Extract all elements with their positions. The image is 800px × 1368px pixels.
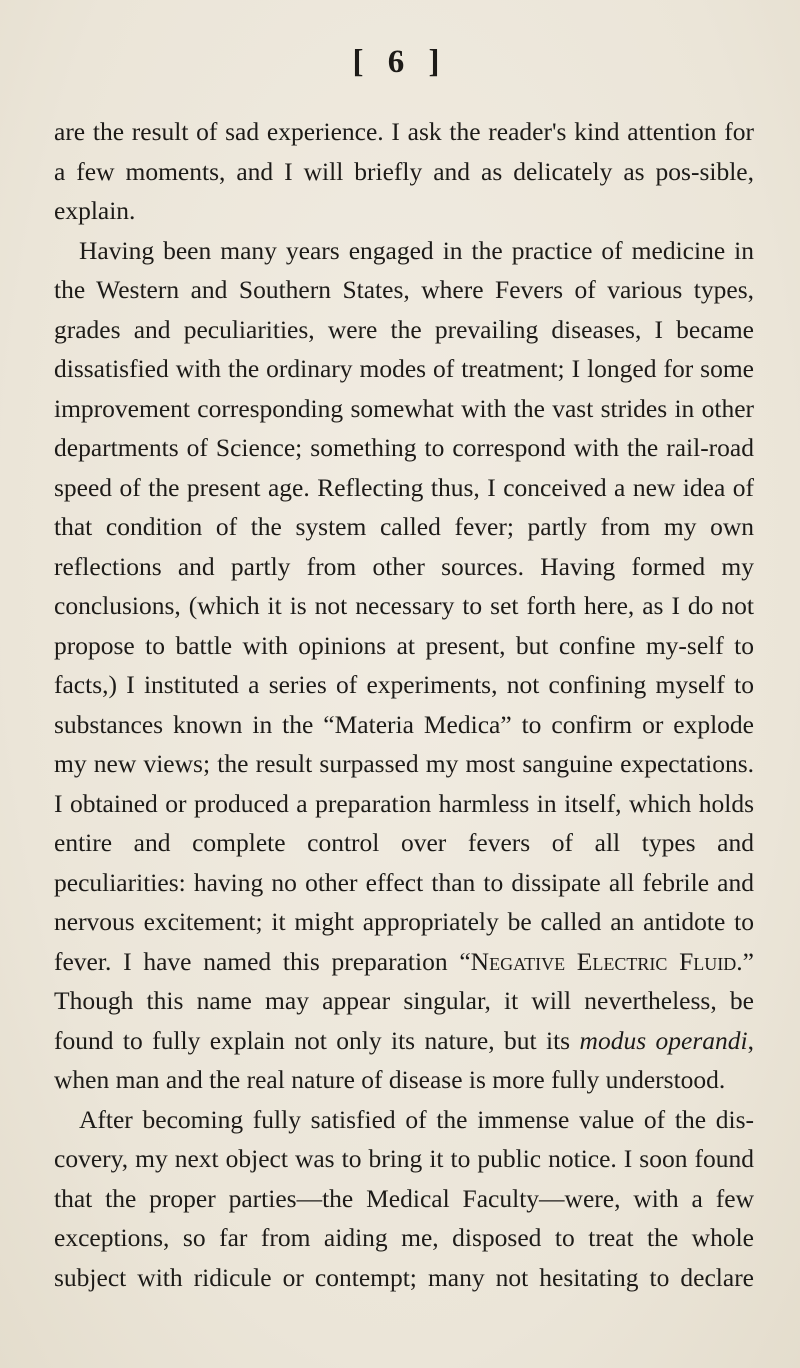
paragraph-2-text-a: Having been many years engaged in the practice of medicine in the Western and Southern States, where Fevers of various types, grades and peculiarities, were the prevailing diseases, I became dissatisfied with the ordinary modes of treatment; I longed for some improvement corresponding somewhat with the vast strides in other departments of Science; something to correspond with the rail-road speed of the present age. Reflecting thus, I conceived a new idea of that condition of the system called fever; partly from my own reflections and partly from other sources. Having formed my conclusions, (which it is not necessary to set forth here, as I do not propose to battle with opinions at present, but confine my-self to facts,) I instituted a series of experiments, not confining myself to substances known in the “Materia Medica” to confirm or explode my new views; the result surpassed my most sanguine expectations. I obtained or produced a preparation harmless in itself, which holds entire and complete control over fevers of all types and peculiarities: having no other effect than to dissipate all febrile and nervous excitement; it might appropriately be called an antidote to fever. I have named this preparation “ xyxy=(54,235,754,976)
preparation-name: Negative Electric Fluid xyxy=(470,946,737,976)
paragraph-2-text-c: , when man and the real nature of disease is more fully understood. xyxy=(54,1025,754,1094)
paragraph-3-text: After becoming fully satisfied of the immense value of the dis-covery, my next object was to bring it to public notice. I soon found that the proper parties—the Medical Faculty—were, with a few exceptions, so far from aiding me, disposed to treat the whole subject with ridicule or contempt; many not hesitating to declare xyxy=(54,1104,754,1292)
paragraph-1 xyxy=(54,112,754,231)
latin-phrase: modus operandi xyxy=(579,1025,748,1055)
paragraph-1-text: are the result of sad experience. I ask the reader's kind attention for a few moments, and I will briefly and as delicately as pos-sible, explain. xyxy=(54,117,754,225)
body-text xyxy=(54,112,754,1297)
page-number: [ 6 ] xyxy=(352,44,448,80)
paragraph-3 xyxy=(54,1100,754,1298)
paragraph-2-text-b: .” Though this name may appear singular, it will nevertheless, be found to fully explain not only its nature, but its xyxy=(54,946,754,1055)
paragraph-2 xyxy=(54,231,754,1100)
